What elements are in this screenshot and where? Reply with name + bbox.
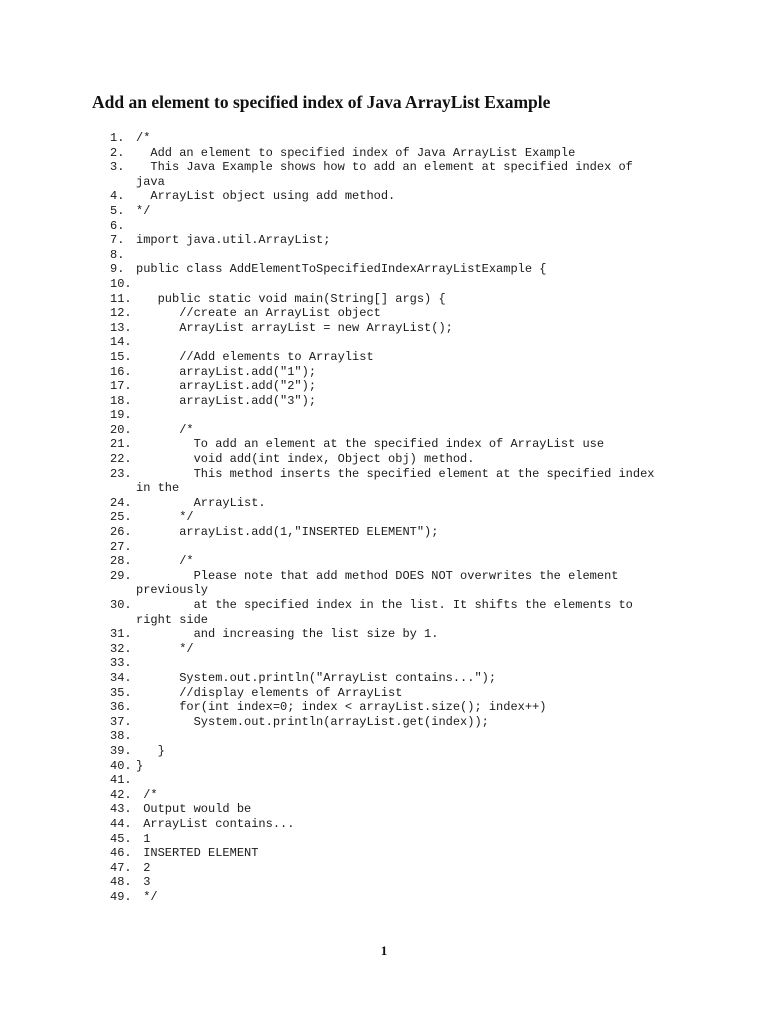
code-line (110, 365, 710, 380)
line-text: previously (136, 583, 209, 598)
line-text: */ (136, 889, 158, 904)
line-text: at the specified index in the list. It shifts the elements to (136, 598, 633, 612)
line-number: 1. (110, 131, 125, 145)
line-number: 9. (110, 262, 125, 277)
line-number: 48. (110, 875, 132, 890)
line-number: 21. (110, 437, 132, 452)
code-line (110, 306, 710, 321)
line-text: public class AddElementToSpecifiedIndexArrayListExample { (136, 262, 547, 277)
code-line (110, 598, 710, 613)
line-text: This method inserts the specified element at the specified index (136, 466, 655, 481)
code-line (110, 729, 710, 744)
line-number: 20. (110, 422, 132, 437)
line-text: ArrayList contains... (136, 816, 295, 831)
line-number: 24. (110, 495, 132, 510)
code-line (110, 656, 710, 671)
line-text: arrayList.add("2"); (136, 379, 317, 394)
line-text: //Add elements to Arraylist (136, 349, 374, 364)
code-line (110, 890, 710, 905)
line-text: in the (136, 481, 180, 496)
code-line (110, 175, 710, 190)
line-text: /* (136, 131, 151, 145)
line-text: java (136, 174, 165, 189)
code-line (110, 467, 710, 482)
code-line (110, 569, 710, 584)
line-number: 11. (110, 291, 132, 306)
line-text: public static void main(String[] args) { (136, 291, 446, 306)
code-line (110, 131, 710, 146)
code-line (110, 481, 710, 496)
code-line (110, 510, 710, 525)
code-line (110, 335, 710, 350)
code-line (110, 802, 710, 817)
line-number: 42. (110, 787, 132, 802)
code-line (110, 744, 710, 759)
line-number: 29. (110, 568, 132, 583)
line-text: //display elements of ArrayList (136, 685, 403, 700)
line-number: 12. (110, 306, 132, 321)
code-line (110, 686, 710, 701)
line-text: To add an element at the specified index of ArrayList use (136, 437, 605, 452)
code-line (110, 350, 710, 365)
line-number: 27. (110, 539, 132, 554)
line-number: 44. (110, 816, 132, 831)
line-number: 13. (110, 320, 132, 335)
line-text: ArrayList arrayList = new ArrayList(); (136, 320, 453, 335)
code-line (110, 671, 710, 686)
line-number: 7. (110, 233, 125, 248)
line-text: 3 (136, 875, 151, 890)
code-line (110, 233, 710, 248)
page-title: Add an element to specified index of Java ArrayList Example (92, 92, 551, 112)
line-text: //create an ArrayList object (136, 306, 381, 321)
code-line (110, 204, 710, 219)
code-line (110, 379, 710, 394)
code-line (110, 408, 710, 423)
code-line (110, 219, 710, 234)
line-number: 16. (110, 364, 132, 379)
line-text: arrayList.add("3"); (136, 393, 317, 408)
line-number: 40. (110, 758, 132, 773)
line-text: ArrayList object using add method. (136, 189, 396, 204)
code-line (110, 773, 710, 788)
code-line (110, 759, 710, 774)
code-line (110, 627, 710, 642)
line-number: 31. (110, 627, 132, 642)
code-line (110, 875, 710, 890)
line-number: 46. (110, 846, 132, 861)
line-number: 30. (110, 598, 132, 612)
line-text: and increasing the list size by 1. (136, 627, 439, 642)
line-text: Add an element to specified index of Java ArrayList Example (136, 145, 576, 160)
code-listing (110, 131, 710, 904)
line-number: 23. (110, 466, 132, 481)
line-text: /* (136, 787, 158, 802)
line-text: right side (136, 612, 209, 627)
line-number: 47. (110, 860, 132, 875)
line-text: for(int index=0; index < arrayList.size(); index++) (136, 700, 547, 715)
code-line (110, 554, 710, 569)
code-line (110, 292, 710, 307)
line-number: 14. (110, 335, 132, 350)
code-line (110, 540, 710, 555)
code-line (110, 277, 710, 292)
line-text: /* (136, 422, 194, 437)
code-line (110, 613, 710, 628)
code-line (110, 817, 710, 832)
line-number: 28. (110, 554, 132, 569)
code-line (110, 496, 710, 511)
line-number: 15. (110, 349, 132, 364)
code-line (110, 452, 710, 467)
page-number: 1 (380, 943, 388, 958)
line-text: /* (136, 554, 194, 569)
line-text: void add(int index, Object obj) method. (136, 452, 475, 467)
code-line (110, 861, 710, 876)
code-line (110, 321, 710, 336)
line-text: System.out.println("ArrayList contains..."); (136, 670, 497, 685)
line-number: 6. (110, 218, 125, 233)
line-number: 45. (110, 831, 132, 846)
line-text: import java.util.ArrayList; (136, 233, 331, 248)
line-text: 2 (136, 860, 151, 875)
code-line (110, 583, 710, 598)
line-number: 39. (110, 743, 132, 758)
code-line (110, 248, 710, 263)
line-number: 43. (110, 802, 132, 817)
line-number: 18. (110, 393, 132, 408)
line-text: */ (136, 510, 194, 525)
code-line (110, 700, 710, 715)
line-number: 35. (110, 685, 132, 700)
line-text: arrayList.add("1"); (136, 364, 317, 379)
line-number: 10. (110, 276, 132, 291)
code-line (110, 437, 710, 452)
code-line (110, 394, 710, 409)
line-text: ArrayList. (136, 495, 266, 510)
line-number: 49. (110, 889, 132, 904)
line-text: System.out.println(arrayList.get(index)); (136, 714, 489, 729)
line-number: 37. (110, 714, 132, 729)
code-line (110, 525, 710, 540)
code-line (110, 846, 710, 861)
code-line (110, 788, 710, 803)
code-line (110, 642, 710, 657)
line-text: This Java Example shows how to add an element at specified index of (136, 160, 633, 175)
line-number: 22. (110, 452, 132, 467)
code-line (110, 189, 710, 204)
line-number: 5. (110, 203, 125, 218)
line-number: 41. (110, 773, 132, 788)
code-line (110, 715, 710, 730)
line-text: */ (136, 641, 194, 656)
line-text: Please note that add method DOES NOT overwrites the element (136, 568, 619, 583)
line-number: 32. (110, 641, 132, 656)
line-text: Output would be (136, 802, 252, 817)
code-line (110, 423, 710, 438)
code-line (110, 160, 710, 175)
code-line (110, 262, 710, 277)
line-number: 26. (110, 525, 132, 540)
line-number: 4. (110, 189, 125, 204)
line-number: 38. (110, 729, 132, 744)
line-text: arrayList.add(1,"INSERTED ELEMENT"); (136, 525, 439, 540)
line-text: */ (136, 203, 151, 218)
line-text: INSERTED ELEMENT (136, 846, 259, 861)
code-line (110, 832, 710, 847)
line-number: 2. (110, 145, 125, 160)
line-text: } (136, 743, 165, 758)
line-number: 33. (110, 656, 132, 671)
code-line (110, 146, 710, 161)
line-number: 3. (110, 160, 125, 175)
line-number: 17. (110, 379, 132, 394)
line-text: } (136, 758, 144, 773)
line-number: 19. (110, 408, 132, 423)
line-number: 8. (110, 247, 125, 262)
line-text: 1 (136, 831, 151, 846)
line-number: 34. (110, 670, 132, 685)
line-number: 36. (110, 700, 132, 715)
line-number: 25. (110, 510, 132, 525)
